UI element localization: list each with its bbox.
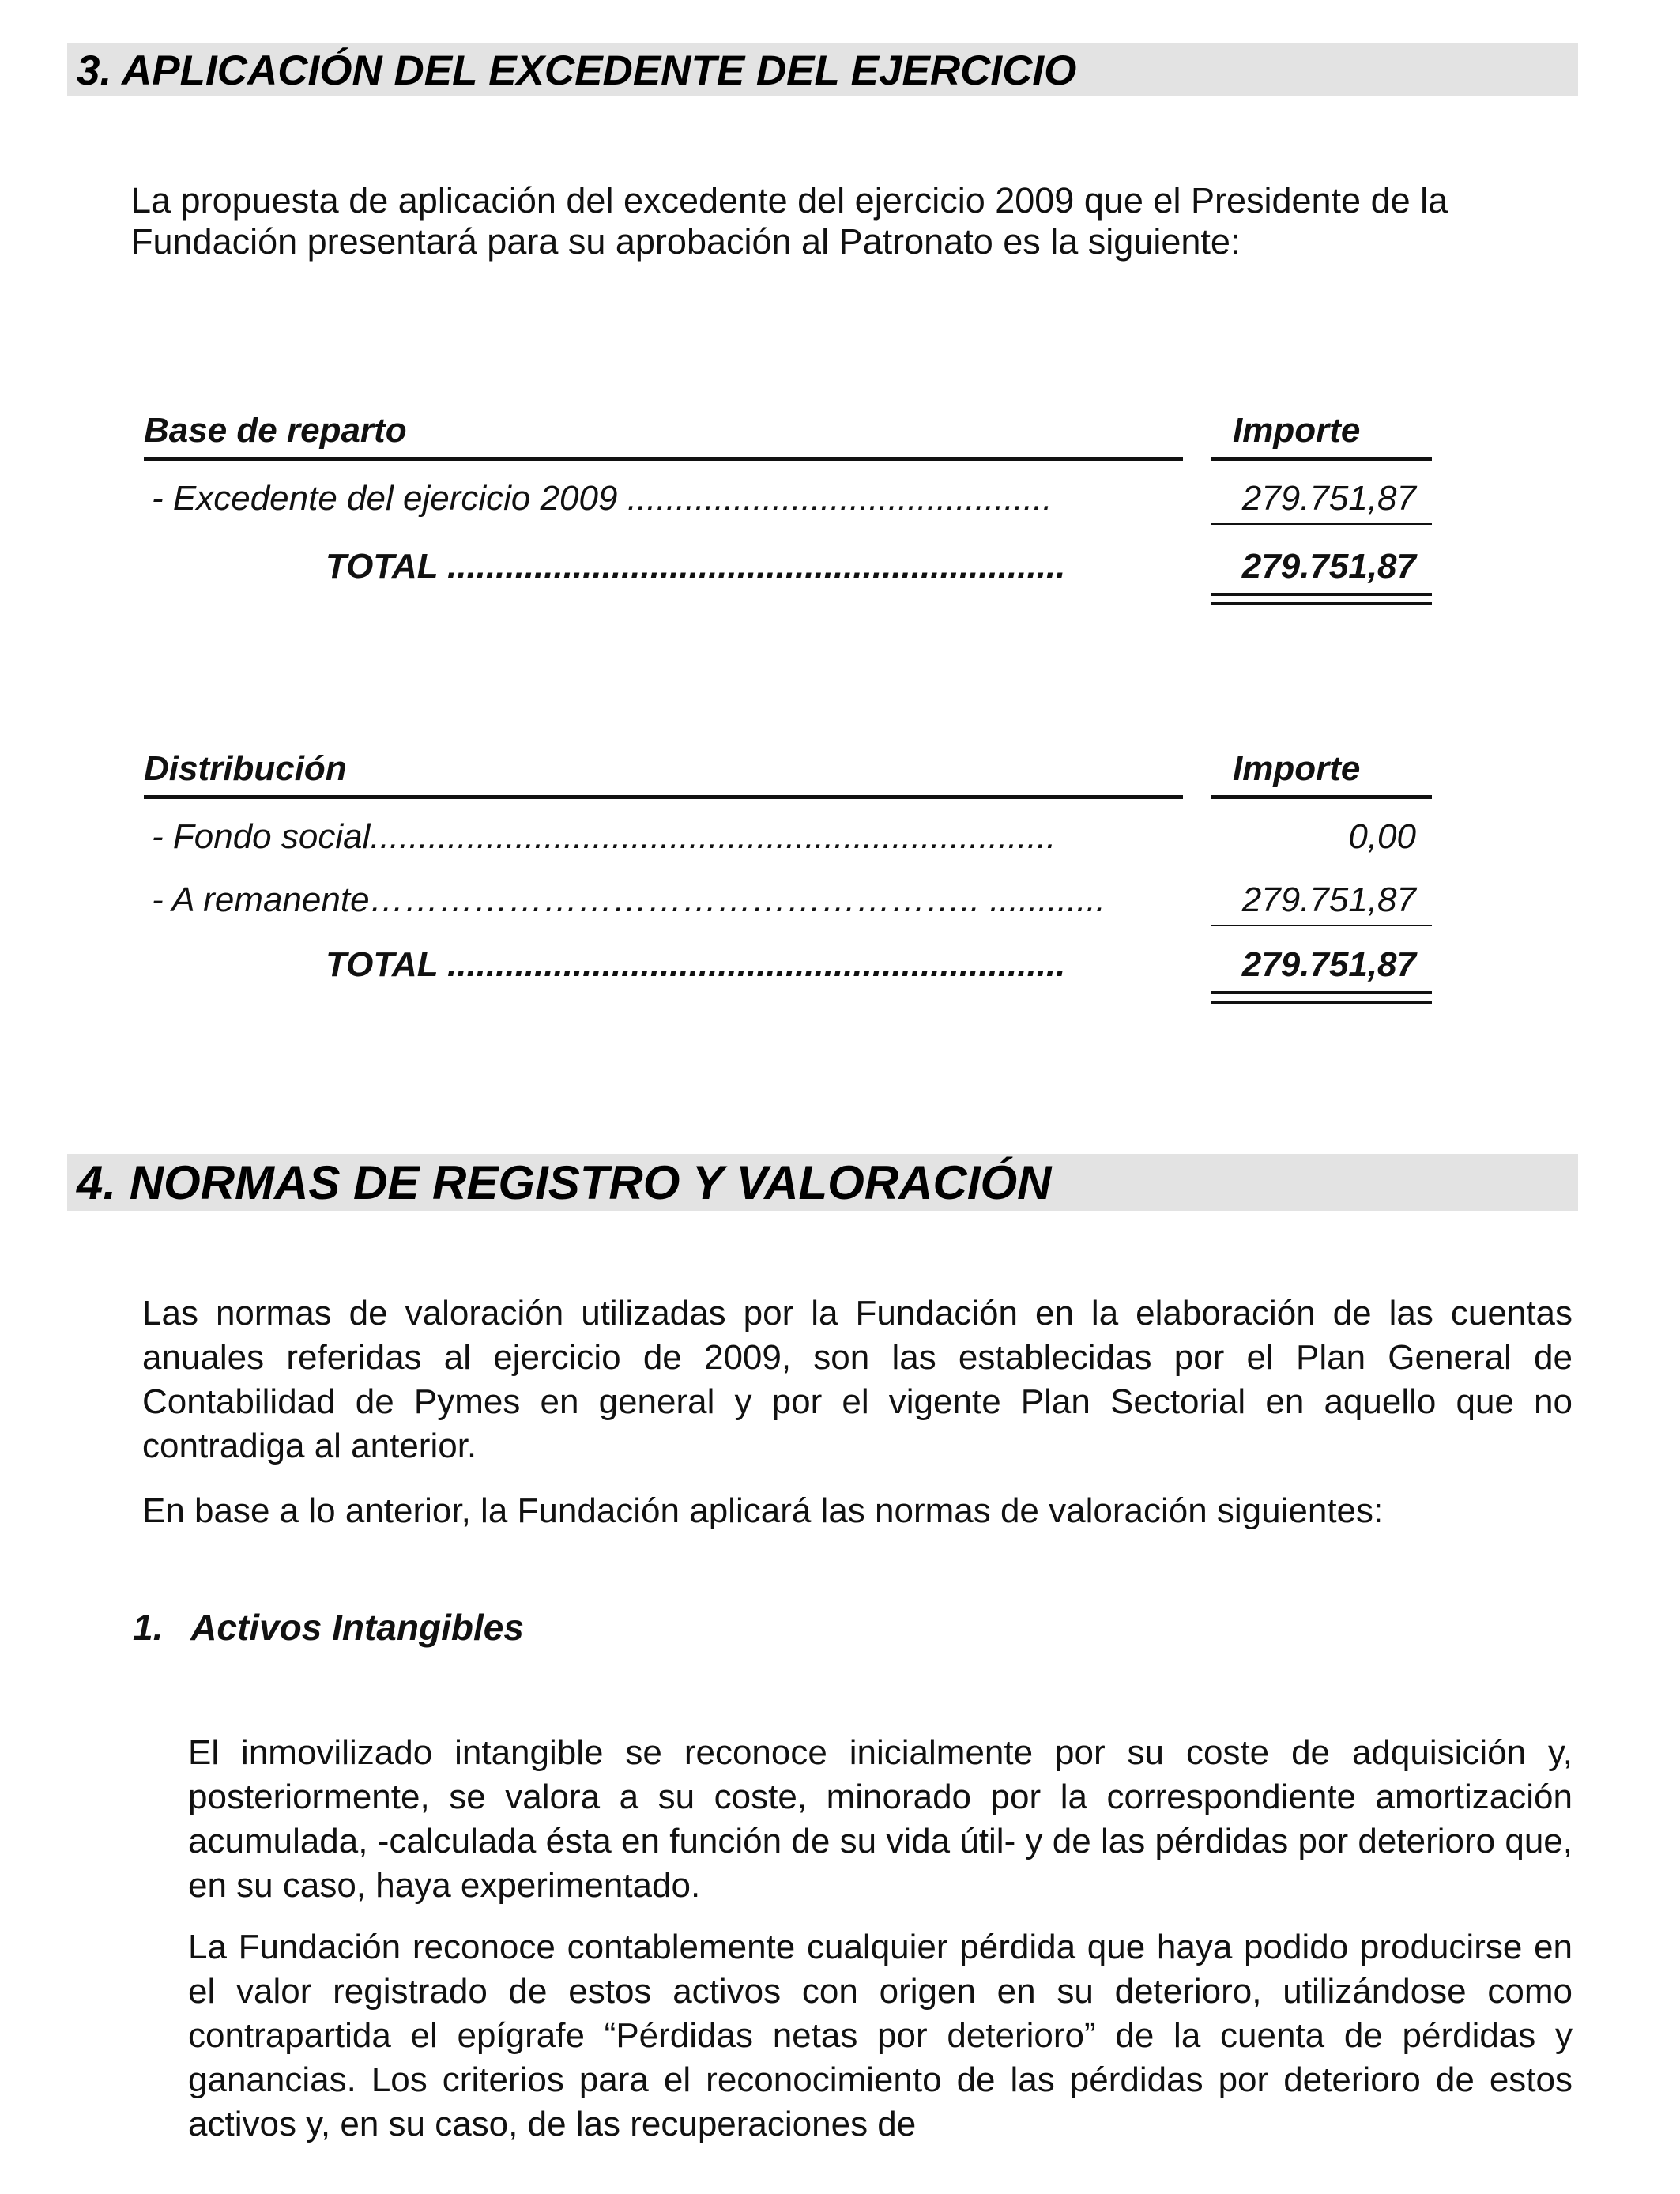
table-row (144, 479, 1432, 526)
total-amount: 279.751,87 (1241, 547, 1416, 586)
row-amount: 279.751,87 (1241, 880, 1416, 919)
row-label: - Excedente del ejercicio 2009 ............................................ (152, 479, 1053, 518)
table-row (144, 817, 1432, 865)
section-4-paragraph-2: En base a lo anterior, la Fundación aplicará las normas de valoración siguientes: (142, 1491, 1384, 1530)
subtotal-rule (1211, 925, 1432, 926)
header-rule-left (144, 795, 1183, 799)
subtotal-rule (1211, 523, 1432, 525)
subsection-heading (133, 1606, 524, 1649)
subsection-number: 1. (133, 1607, 164, 1648)
total-row (144, 547, 1432, 594)
total-label: TOTAL ................................................................ (326, 547, 1066, 586)
section-4-heading (67, 1154, 1578, 1211)
table-row (144, 880, 1432, 928)
header-rule-left (144, 457, 1183, 461)
section-4-paragraph-1: Las normas de valoración utilizadas por la Fundación en la elaboración de las cuentas anuales referidas al ejercicio de 2009, son las establecidas por el Plan General de Contabilidad de Pymes en general y por el vigente Plan Sectorial en aquello que no contradiga al anterior. (142, 1294, 1573, 1465)
header-distribucion-label: Distribución (144, 749, 347, 788)
row-label: - Fondo social....................................................................... (152, 817, 1057, 856)
row-amount: 279.751,87 (1241, 479, 1416, 518)
section-3-intro: La propuesta de aplicación del excedente del ejercicio 2009 que el Presidente de la Fundación presentará para su aprobación al Patronato es la siguiente: (131, 180, 1448, 262)
header-base-label: Base de reparto (144, 411, 407, 450)
section-3-heading (67, 43, 1578, 96)
table-header-row (144, 749, 1432, 797)
row-amount: 0,00 (1348, 817, 1416, 856)
table-header-row (144, 411, 1432, 458)
base-reparto-table (144, 411, 1432, 616)
total-label: TOTAL ................................................................ (326, 945, 1066, 984)
total-double-rule (1211, 991, 1432, 1004)
subsection-title: Activos Intangibles (190, 1607, 524, 1648)
header-rule-right (1211, 457, 1432, 461)
total-amount: 279.751,87 (1241, 945, 1416, 984)
header-rule-right (1211, 795, 1432, 799)
section-3-title: 3. APLICACIÓN DEL EXCEDENTE DEL EJERCICIO (77, 47, 1077, 94)
distribucion-table (144, 749, 1432, 1018)
header-importe-label: Importe (1233, 411, 1361, 450)
total-row (144, 945, 1432, 993)
header-importe-label: Importe (1233, 749, 1361, 788)
section-4-title: 4. NORMAS DE REGISTRO Y VALORACIÓN (77, 1156, 1052, 1209)
subsection-paragraph-2: La Fundación reconoce contablemente cualquier pérdida que haya podido producirse en el valor registrado de estos activos con origen en su deterioro, utilizándose como contrapartida el epígrafe “Pérdidas netas por deterioro” de la cuenta de pérdidas y ganancias. Los criterios para el reconocimiento de las pérdidas por deterioro de estos activos y, en su caso, de las recuperaciones de (188, 1928, 1573, 2143)
row-label: - A remanente…………………………………………….. ............ (152, 880, 1106, 919)
total-double-rule (1211, 593, 1432, 605)
subsection-paragraph-1: El inmovilizado intangible se reconoce inicialmente por su coste de adquisición y, posteriormente, se valora a su coste, minorado por la correspondiente amortización acumulada, -calculada ésta en función de su vida útil- y de las pérdidas por deterioro que, en su caso, haya experimentado. (188, 1733, 1573, 1905)
